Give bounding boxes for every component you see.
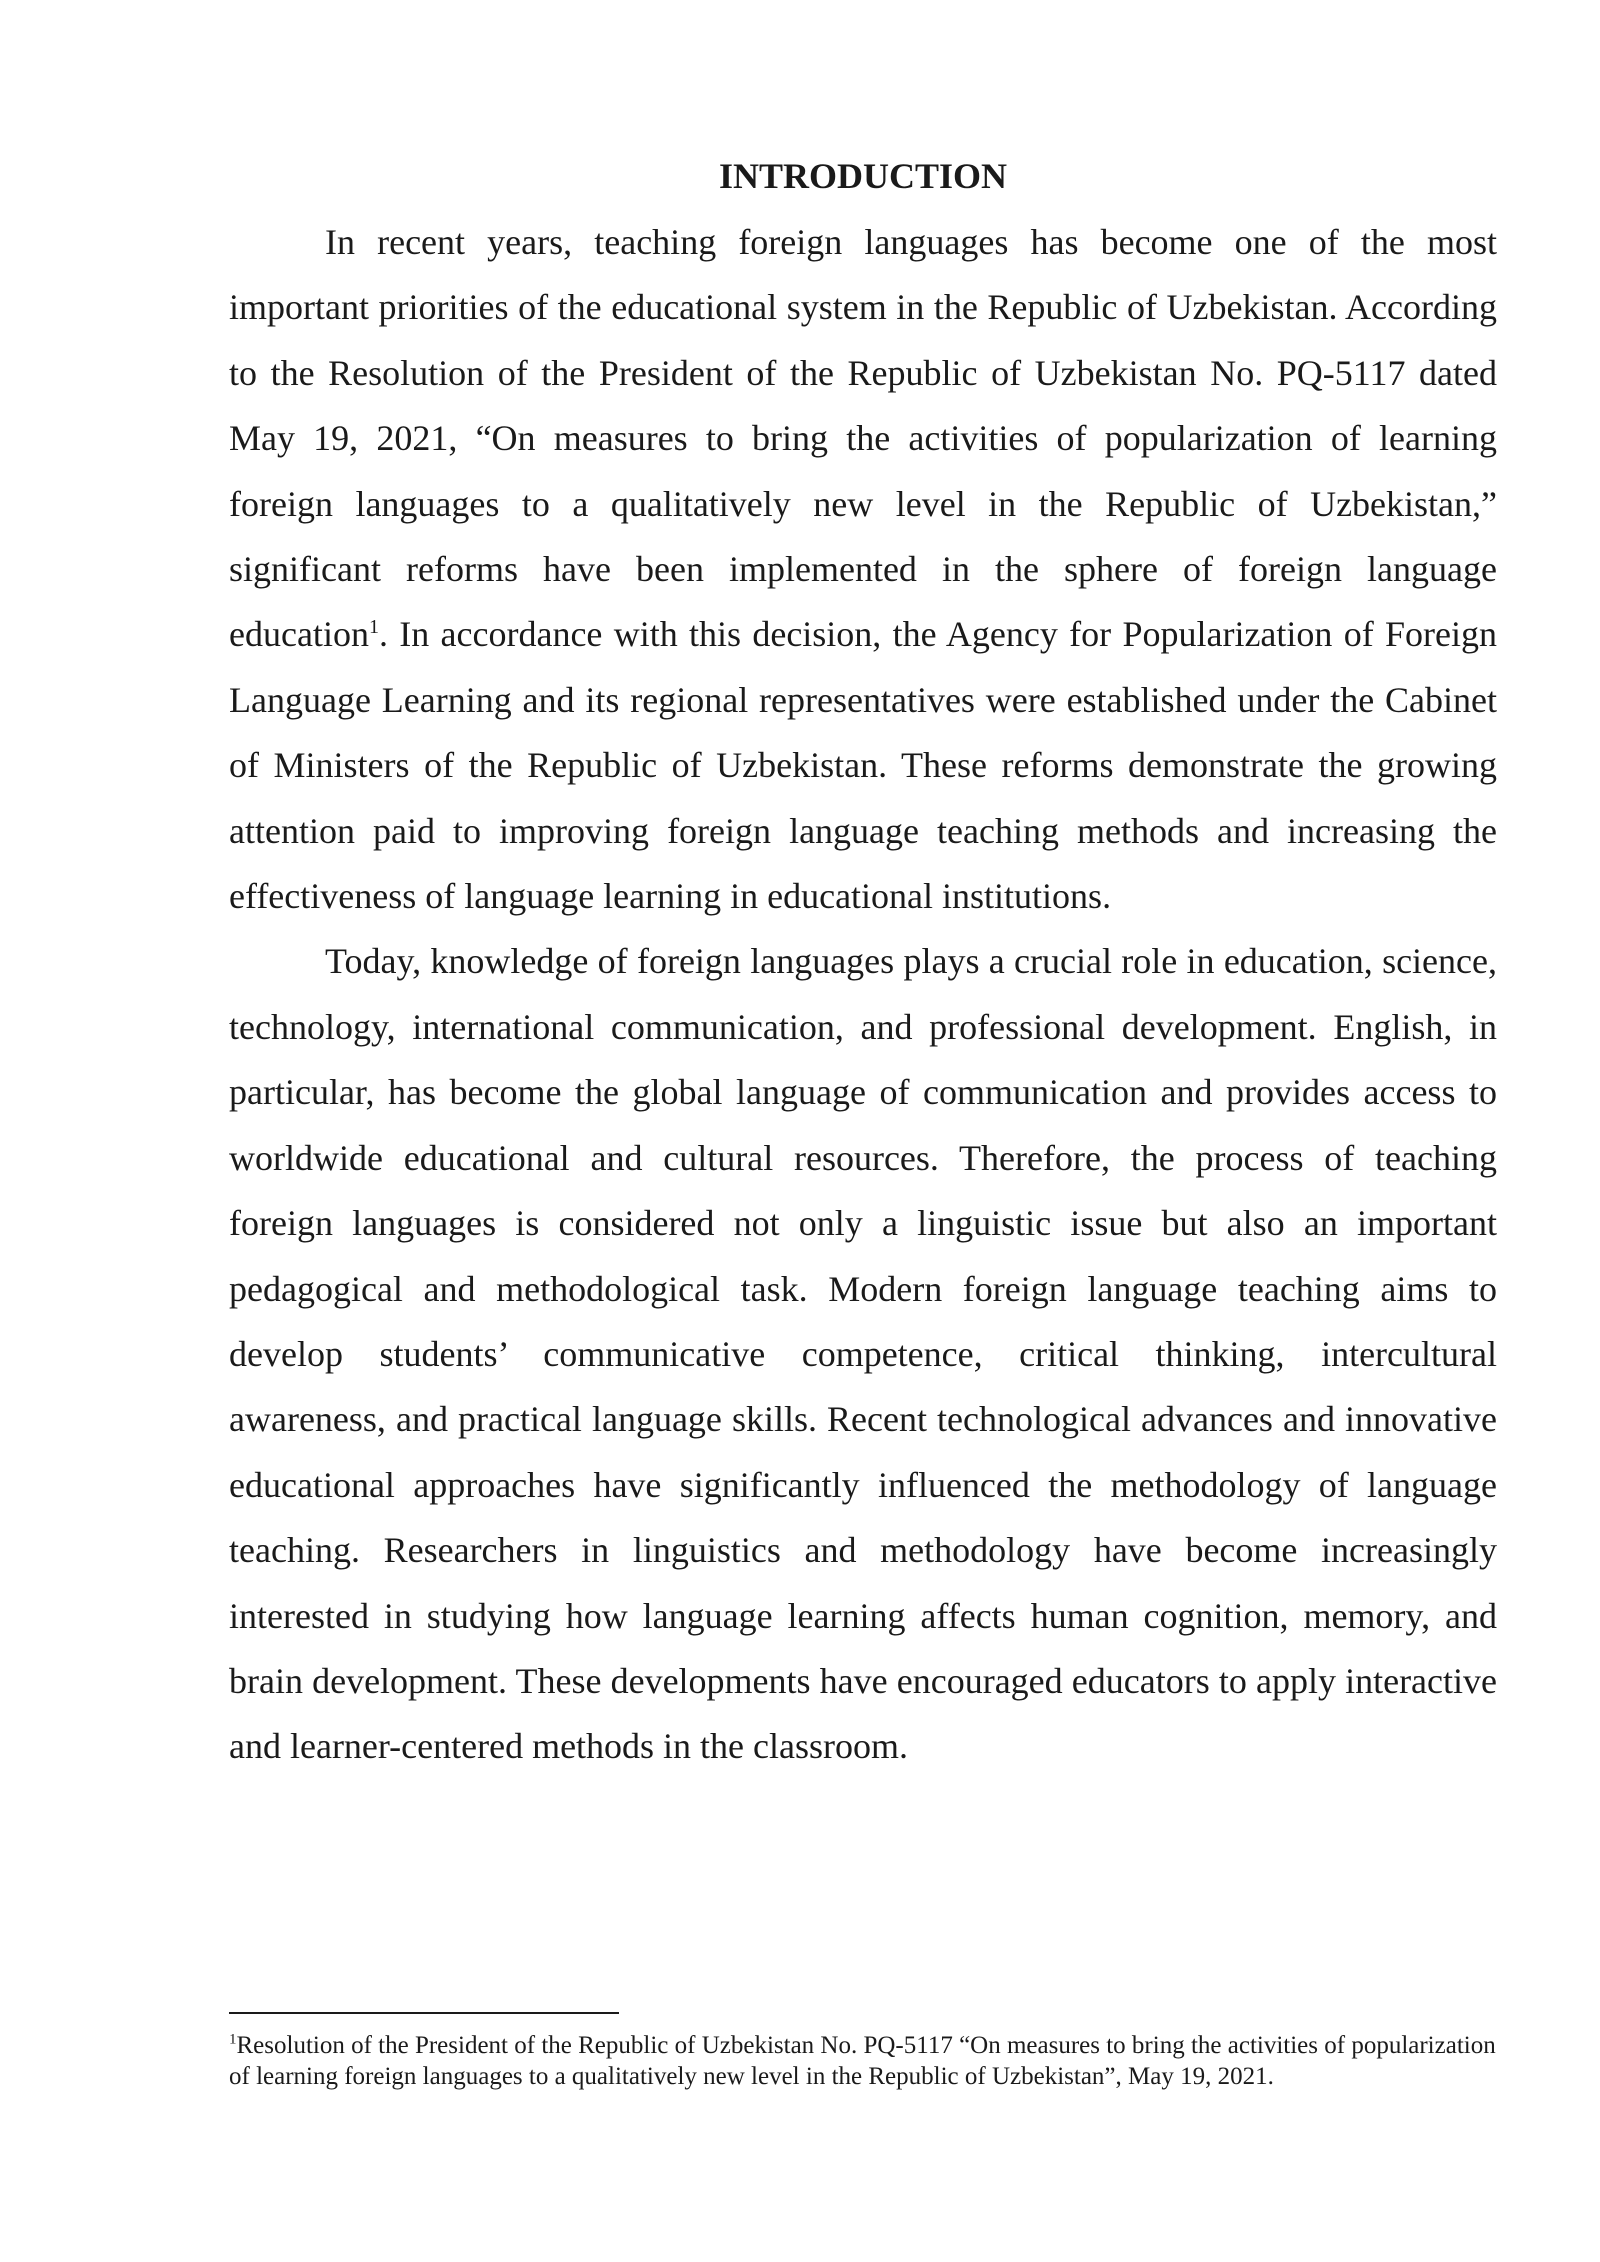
paragraph-1 bbox=[229, 210, 1497, 929]
footnote-text: Resolution of the President of the Republic of Uzbekistan No. PQ-5117 “On measures to bring the activities of popularization of learning foreign languages to a qualitatively new level in the Republic of Uzbekistan”, May 19, 2021. bbox=[229, 2032, 1496, 2090]
footnote bbox=[229, 2030, 1497, 2092]
paragraph-1-text: In recent years, teaching foreign languages has become one of the most important priorities of the educational system in the Republic of Uzbekistan. According to the Resolution of the President of the Republic of Uzbekistan No. PQ-5117 dated May 19, 2021, “On measures to bring the activities of popularization of learning foreign languages to a qualitatively new level in the Republic of Uzbekistan,” significant reforms have been implemented in the sphere of foreign language education bbox=[229, 222, 1497, 655]
body-text bbox=[229, 210, 1497, 1780]
section-heading: INTRODUCTION bbox=[718, 156, 1008, 196]
footnote-mark: 1 bbox=[229, 2031, 237, 2048]
footnote-reference[interactable]: 1 bbox=[368, 616, 379, 639]
paragraph-1-text-continued: . In accordance with this decision, the Agency for Popularization of Foreign Language Learning and its regional representatives were established under the Cabinet of Ministers of the Republic of Uzbekistan. These reforms demonstrate the growing attention paid to improving foreign language teaching methods and increasing the effectiveness of language learning in educational institutions. bbox=[229, 614, 1497, 917]
paragraph-2: Today, knowledge of foreign languages plays a crucial role in education, science, technology, international communication, and professional development. English, in particular, has become the global language of communication and provides access to worldwide educational and cultural resources. Therefore, the process of teaching foreign languages is considered not only a linguistic issue but also an important pedagogical and methodological task. Modern foreign language teaching aims to develop students’ communicative competence, critical thinking, intercultural awareness, and practical language skills. Recent technological advances and innovative educational approaches have significantly influenced the methodology of language teaching. Researchers in linguistics and methodology have become increasingly interested in studying how language learning affects human cognition, memory, and brain development. These developments have encouraged educators to apply interactive and learner-centered methods in the classroom. bbox=[229, 941, 1497, 1767]
footnote-separator bbox=[229, 2012, 619, 2014]
